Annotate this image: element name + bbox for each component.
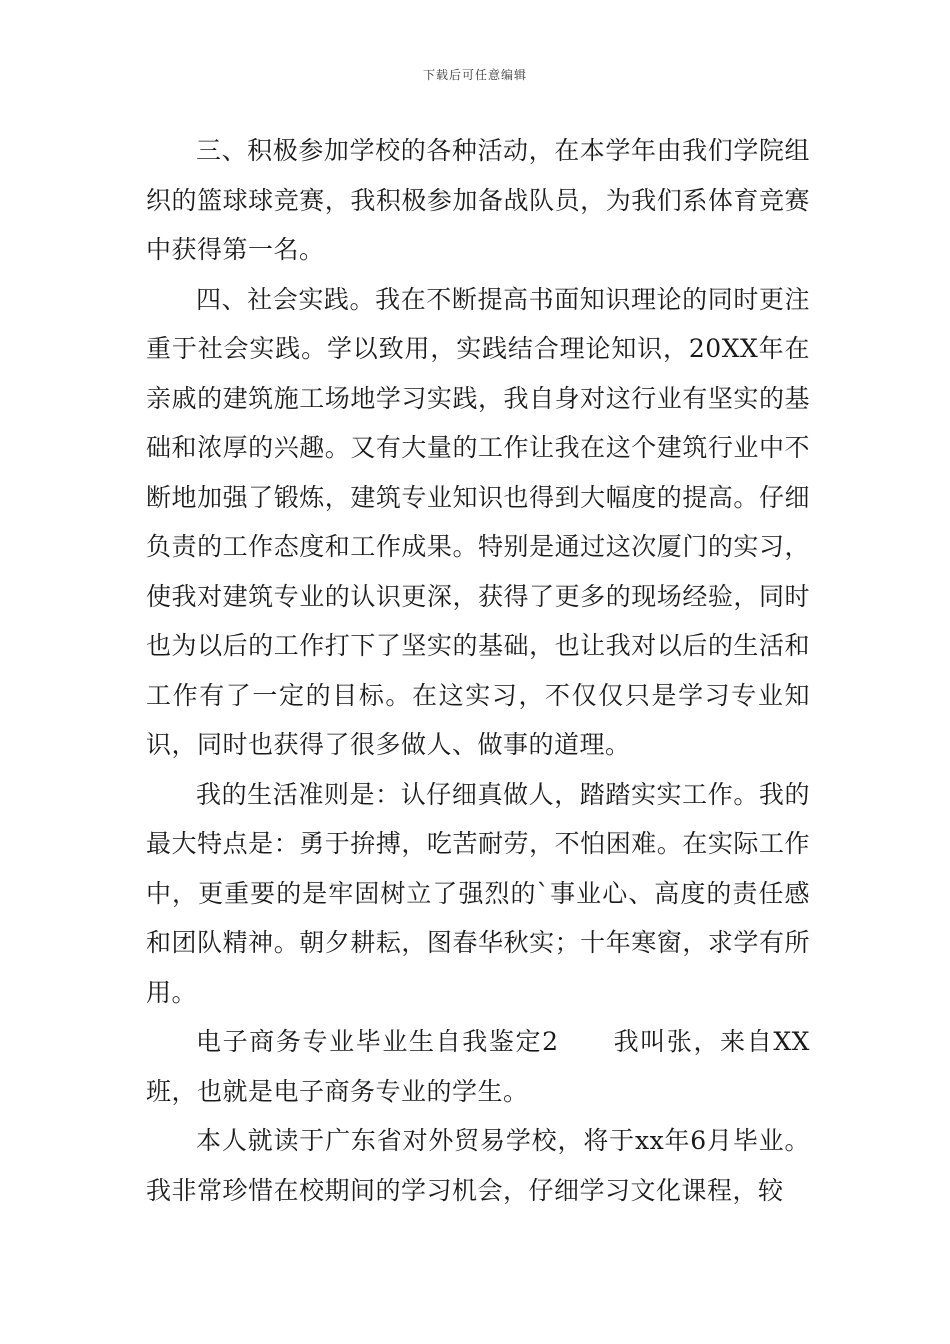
document-body [146, 126, 810, 1215]
paragraph-activities: 三、积极参加学校的各种活动，在本学年由我们学院组织的篮球球竞赛，我积极参加备战队员，为我们系体育竞赛中获得第一名。 [146, 136, 810, 264]
paragraph-life-principles: 我的生活准则是：认仔细真做人，踏踏实实工作。我的最大特点是：勇于拚搏，吃苦耐劳，不怕困难。在实际工作中，更重要的是牢固树立了强烈的`事业心、高度的责任感和团队精神。朝夕耕耘，图春华秋实；十年寒窗，求学有所用。 [146, 779, 810, 1007]
section-intro: 我叫张，来自XX班，也就是电子商务专业的学生。 [146, 1027, 810, 1106]
paragraph-school: 本人就读于广东省对外贸易学校，将于xx年6月毕业。我非常珍惜在校期间的学习机会，仔细学习文化课程，较 [146, 1126, 810, 1205]
section-paragraph [146, 1017, 810, 1116]
section-title: 电子商务专业毕业生自我鉴定2 [196, 1027, 559, 1056]
page-header: 下载后可任意编辑 [422, 68, 527, 82]
paragraph-social-practice: 四、社会实践。我在不断提高书面知识理论的同时更注重于社会实践。学以致用，实践结合理论知识，20XX年在亲戚的建筑施工场地学习实践，我自身对这行业有坚实的基础和浓厚的兴趣。又有大量的工作让我在这个建筑行业中不断地加强了锻炼，建筑专业知识也得到大幅度的提高。仔细负责的工作态度和工作成果。特别是通过这次厦门的实习，使我对建筑专业的认识更深，获得了更多的现场经验，同时也为以后的工作打下了坚实的基础，也让我对以后的生活和工作有了一定的目标。在这实习，不仅仅只是学习专业知识，同时也获得了很多做人、做事的道理。 [146, 284, 810, 759]
